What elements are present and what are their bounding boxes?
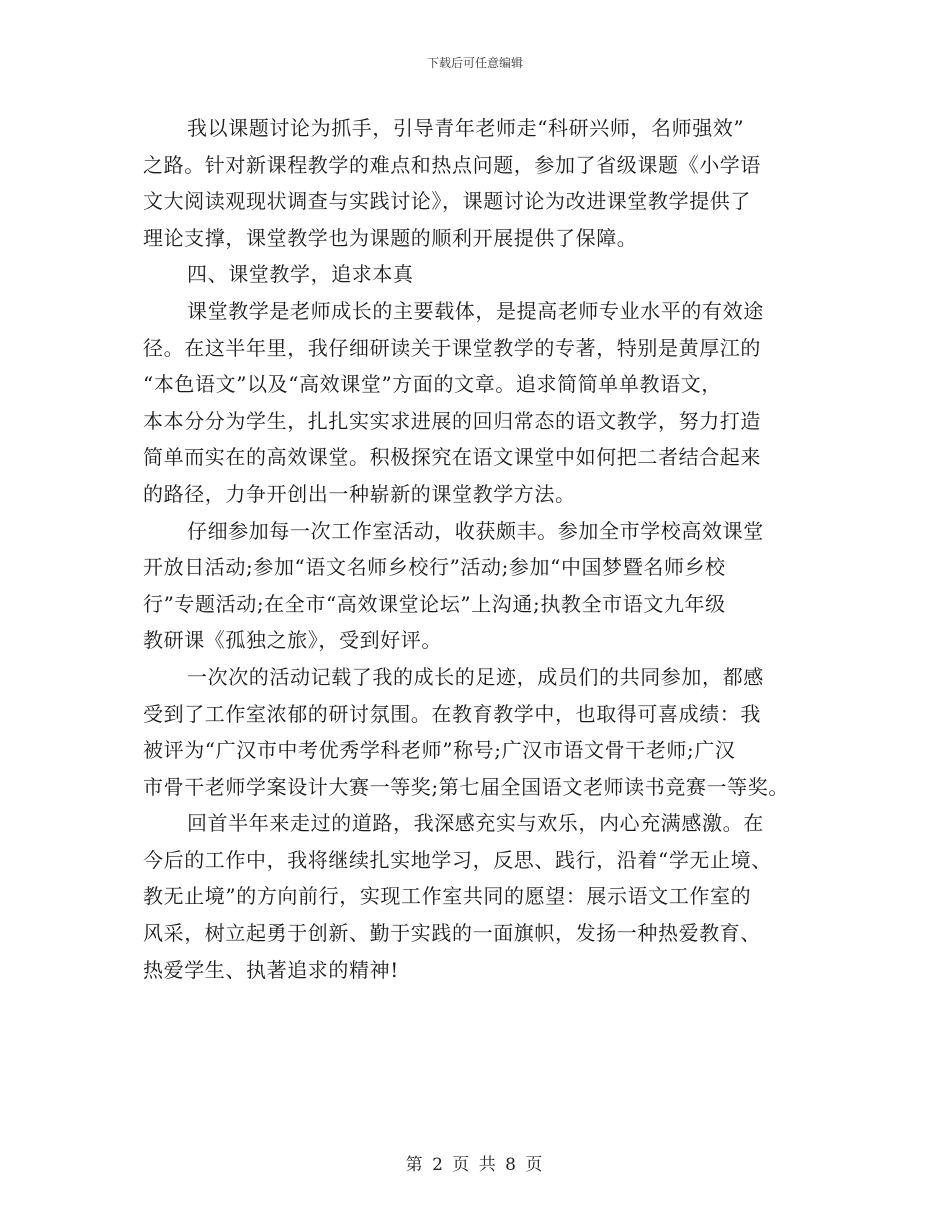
text-line: 文大阅读观现状调查与实践讨论》，课题讨论为改进课堂教学提供了 — [143, 189, 751, 214]
text-line: 一次次的活动记载了我的成长的足迹，成员们的共同参加，都感 — [187, 664, 764, 689]
text-line: 径。在这半年里，我仔细研读关于课堂教学的专著，特别是黄厚江的 — [143, 335, 761, 360]
page-number-footer: 第 2 页 共 8 页 — [405, 1155, 545, 1175]
text-line: 热爱学生、执著追求的精神! — [143, 957, 399, 982]
text-line: 回首半年来走过的道路，我深感充实与欢乐，内心充满感激。在 — [187, 811, 764, 836]
text-line: 风采，树立起勇于创新、勤于实践的一面旗帜，发扬一种热爱教育、 — [143, 921, 761, 946]
text-line: 教无止境”的方向前行，实现工作室共同的愿望：展示语文工作室的 — [143, 884, 752, 909]
text-line: 教研课《孤独之旅》，受到好评。 — [143, 628, 442, 653]
text-line: 课堂教学是老师成长的主要载体，是提高老师专业水平的有效途 — [187, 298, 764, 323]
text-line: 被评为“广汉市中考优秀学科老师”称号;广汉市语文骨干老师;广汉 — [143, 738, 736, 763]
document-body — [143, 110, 823, 988]
text-line: 我以课题讨论为抓手，引导青年老师走“科研兴师，名师强效” — [187, 116, 745, 140]
text-line: 受到了工作室浓郁的研讨氛围。在教育教学中，也取得可喜成绩：我 — [143, 701, 761, 726]
text-line: 市骨干老师学案设计大赛一等奖;第七届全国语文老师读书竞赛一等奖。 — [143, 774, 789, 799]
section-heading: 四、课堂教学，追求本真 — [187, 262, 414, 287]
text-line: 本本分分为学生，扎扎实实求进展的回归常态的语文教学，努力打造 — [143, 408, 761, 433]
page-header-note: 下载后可任意编辑 — [426, 56, 523, 70]
text-line: 简单而实在的高效课堂。积极探究在语文课堂中如何把二者结合起来 — [143, 445, 761, 470]
text-line: 的路径，力争开创出一种崭新的课堂教学方法。 — [143, 481, 576, 506]
text-line: 仔细参加每一次工作室活动，收获颇丰。参加全市学校高效课堂 — [187, 518, 764, 543]
text-line: 之路。针对新课程教学的难点和热点问题，参加了省级课题《小学语 — [143, 152, 761, 177]
text-line: 开放日活动;参加“语文名师乡校行”活动;参加“中国梦暨名师乡校 — [143, 555, 726, 580]
text-line: 理论支撑，课堂教学也为课题的顺利开展提供了保障。 — [143, 225, 638, 250]
text-line: 行”专题活动;在全市“高效课堂论坛”上沟通;执教全市语文九年级 — [143, 591, 726, 616]
text-line: “本色语文”以及“高效课堂”方面的文章。追求简简单单教语文， — [143, 372, 722, 397]
text-line: 今后的工作中，我将继续扎实地学习，反思、践行，沿着“学无止境、 — [143, 847, 772, 872]
